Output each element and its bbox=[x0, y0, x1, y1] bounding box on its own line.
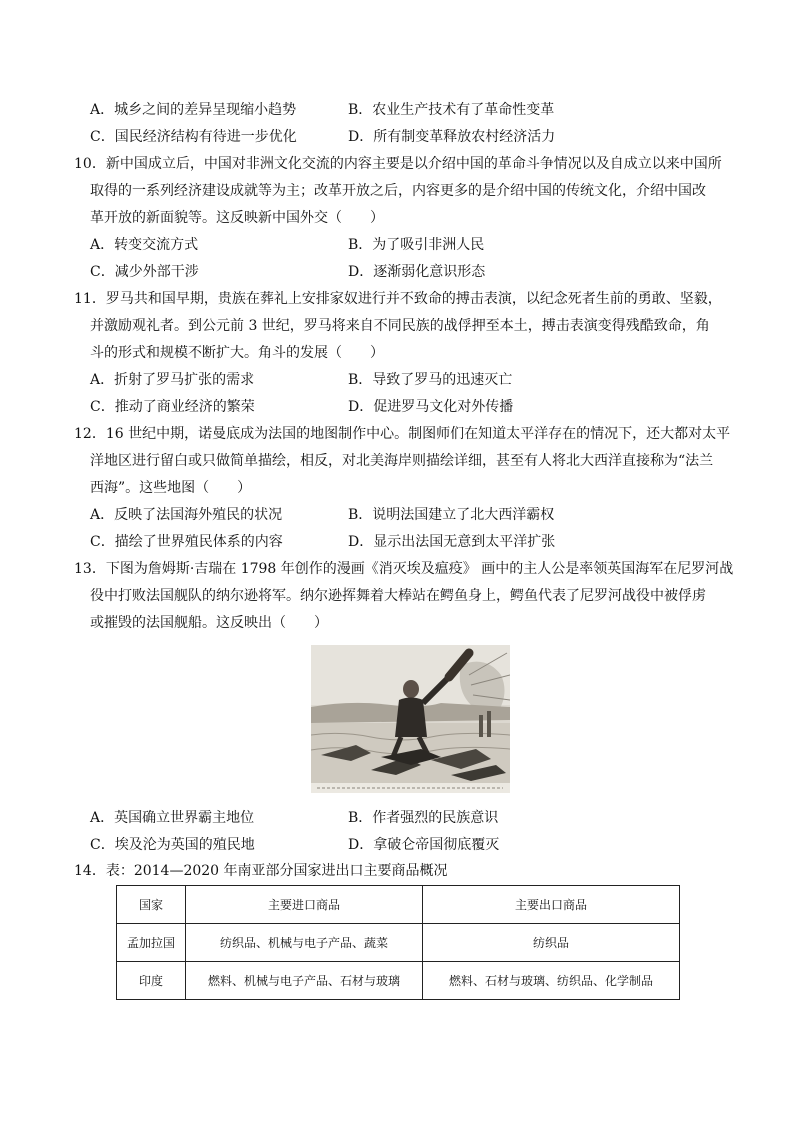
table-row bbox=[117, 924, 680, 962]
q10-stem-line-1: 10．新中国成立后，中国对非洲文化交流的内容主要是以介绍中国的革命斗争情况以及自成立以来中国所 bbox=[74, 156, 722, 172]
q9-option-c: C．国民经济结构有待进一步优化 bbox=[90, 129, 297, 145]
q12-option-c: C．描绘了世界殖民体系的内容 bbox=[90, 534, 283, 550]
q13-option-c: C．埃及沦为英国的殖民地 bbox=[90, 837, 255, 853]
q13-stem-line-2: 役中打败法国舰队的纳尔逊将军。纳尔逊挥舞着大棒站在鳄鱼身上，鳄鱼代表了尼罗河战役中被俘虏 bbox=[90, 588, 706, 604]
q10-option-c: C．减少外部干涉 bbox=[90, 264, 199, 280]
q10-option-b: B．为了吸引非洲人民 bbox=[348, 237, 485, 253]
q12-option-d: D．显示出法国无意到太平洋扩张 bbox=[348, 534, 556, 550]
q9-option-b: B．农业生产技术有了革命性变革 bbox=[348, 102, 555, 118]
q12-option-a: A．反映了法国海外殖民的状况 bbox=[90, 507, 283, 523]
q11-option-d: D．促进罗马文化对外传播 bbox=[348, 399, 514, 415]
q10-option-a: A．转变交流方式 bbox=[90, 237, 199, 253]
q13-option-d: D．拿破仑帝国彻底覆灭 bbox=[348, 837, 500, 853]
trade-goods-table bbox=[116, 885, 680, 1000]
table-cell-imports: 燃料、机械与电子产品、石材与玻璃 bbox=[186, 962, 423, 1000]
q9-option-d: D．所有制变革释放农村经济活力 bbox=[348, 129, 556, 145]
q13-option-b: B．作者强烈的民族意识 bbox=[348, 810, 499, 826]
q12-option-b: B．说明法国建立了北大西洋霸权 bbox=[348, 507, 555, 523]
q12-stem-line-3: 西海”。这些地图（ ） bbox=[90, 480, 252, 496]
table-cell-exports: 燃料、石材与玻璃、纺织品、化学制品 bbox=[423, 962, 680, 1000]
table-header-exports: 主要出口商品 bbox=[423, 886, 680, 924]
q13-stem-line-3: 或摧毁的法国舰船。这反映出（ ） bbox=[90, 615, 328, 631]
table-header-country: 国家 bbox=[117, 886, 186, 924]
table-cell-imports: 纺织品、机械与电子产品、蔬菜 bbox=[186, 924, 423, 962]
table-cell-exports: 纺织品 bbox=[423, 924, 680, 962]
q11-stem-line-1: 11．罗马共和国早期，贵族在葬礼上安排家奴进行并不致命的搏击表演，以纪念死者生前的勇敢、坚毅， bbox=[74, 291, 722, 307]
q11-option-c: C．推动了商业经济的繁荣 bbox=[90, 399, 255, 415]
q9-option-a: A．城乡之间的差异呈现缩小趋势 bbox=[90, 102, 297, 118]
table-cell-country: 孟加拉国 bbox=[117, 924, 186, 962]
table-row bbox=[117, 962, 680, 1000]
q10-stem-line-3: 革开放的新面貌等。这反映新中国外交（ ） bbox=[90, 210, 384, 226]
q11-option-b: B．导致了罗马的迅速灭亡 bbox=[348, 372, 513, 388]
cartoon-illustration bbox=[311, 645, 510, 793]
q10-option-d: D．逐渐弱化意识形态 bbox=[348, 264, 486, 280]
table-header-row bbox=[117, 886, 680, 924]
q11-stem-line-3: 斗的形式和规模不断扩大。角斗的发展（ ） bbox=[90, 345, 384, 361]
cartoon-drawing bbox=[311, 645, 510, 793]
table-header-imports: 主要进口商品 bbox=[186, 886, 423, 924]
q13-stem-line-1: 13．下图为詹姆斯·吉瑞在 1798 年创作的漫画《消灭埃及瘟疫》 画中的主人公是率领英国海军在尼罗河战 bbox=[74, 561, 734, 577]
q14-title: 14．表：2014—2020 年南亚部分国家进出口主要商品概况 bbox=[74, 863, 448, 879]
q11-stem-line-2: 并激励观礼者。到公元前 3 世纪，罗马将来自不同民族的战俘押至本土，搏击表演变得残酷致命，角 bbox=[90, 318, 710, 334]
q10-stem-line-2: 取得的一系列经济建设成就等为主；改革开放之后，内容更多的是介绍中国的传统文化，介绍中国改 bbox=[90, 183, 706, 199]
table-cell-country: 印度 bbox=[117, 962, 186, 1000]
q13-option-a: A．英国确立世界霸主地位 bbox=[90, 810, 255, 826]
q12-stem-line-2: 洋地区进行留白或只做简单描绘，相反，对北美海岸则描绘详细，甚至有人将北大西洋直接称为“法兰 bbox=[90, 453, 714, 469]
q12-stem-line-1: 12．16 世纪中期，诺曼底成为法国的地图制作中心。制图师们在知道太平洋存在的情况下，还大都对太平 bbox=[74, 426, 731, 442]
q11-option-a: A．折射了罗马扩张的需求 bbox=[90, 372, 255, 388]
